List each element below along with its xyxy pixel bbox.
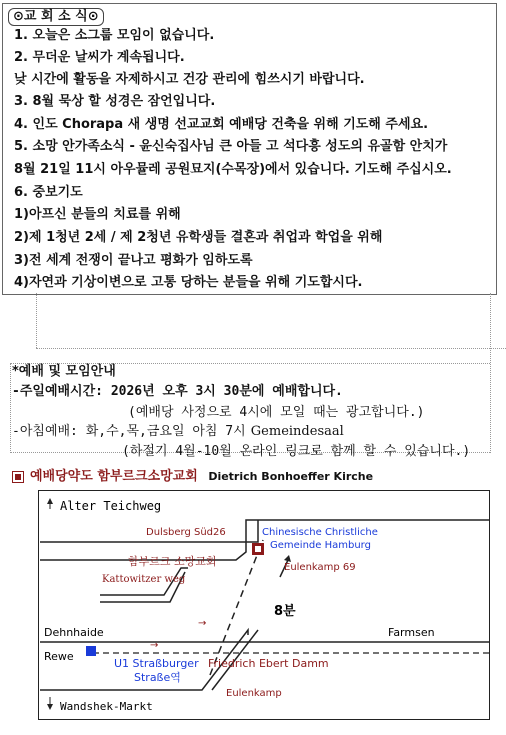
news-item: 4. 인도 Chorapa 새 생명 선교교회 예배당 건축을 위해 기도해 주세요. xyxy=(14,117,429,132)
label-eulenkamp-69: Eulenkamp 69 xyxy=(284,562,356,573)
news-item: 2. 무더운 날씨가 계속됩니다. xyxy=(14,50,185,65)
map-title-korean: 예배당약도 함부르크소망교회 xyxy=(30,469,198,484)
morning-service xyxy=(12,420,344,439)
dotted-divider xyxy=(490,293,491,453)
map-title-german: Dietrich Bonhoeffer Kirche xyxy=(208,470,374,483)
service-heading: *예배 및 모임안내 xyxy=(12,364,116,379)
label-friedrich: Friedrich Ebert Damm xyxy=(208,657,329,670)
label-eight-min: 8분 xyxy=(274,604,296,619)
label-dulsberg: Dulsberg Süd26 xyxy=(146,527,226,538)
label-rewe: Rewe xyxy=(44,650,74,663)
svg-text:→: → xyxy=(150,640,159,651)
label-dehnhaide: Dehnhaide xyxy=(44,626,104,639)
label-wandsbek: Wandshek-Markt xyxy=(60,700,153,713)
news-item: 4)자연과 기상이변으로 고통 당하는 분들을 위해 기도합시다. xyxy=(14,275,363,290)
label-u1-1: U1 Straßburger xyxy=(114,657,199,670)
label-kattowitzer: Kattowitzer weg xyxy=(102,574,186,585)
news-item: 1)아프신 분들의 치료를 위해 xyxy=(14,207,181,222)
church-news-title: ⊙교 회 소 식⊙ xyxy=(8,8,104,26)
road-alter-teichweg xyxy=(40,520,490,560)
news-item: 5. 소망 안가족소식 - 윤신숙집사님 큰 아들 고 석다흥 성도의 유골함 안치가 xyxy=(14,139,448,154)
sunday-service-note: (예배당 사정으로 4시에 모일 때는 광고합니다.) xyxy=(128,405,425,420)
dotted-divider xyxy=(36,293,37,348)
morning-service-place: Gemeindesaal xyxy=(250,424,344,439)
morning-service-time: -아침예배: 화,수,목,금요일 아침 7시 xyxy=(12,424,246,439)
dotted-divider xyxy=(10,363,11,453)
news-item: 6. 중보기도 xyxy=(14,185,83,200)
label-u1-2: Straße역 xyxy=(134,671,181,684)
sunday-service: -주일예배시간: 2026년 오후 3시 30분에 예배합니다. xyxy=(12,384,343,399)
label-chinese-church-2: Gemeinde Hamburg xyxy=(270,540,371,551)
rewe-marker xyxy=(86,646,96,656)
morning-service-note: (하절기 4월-10월 온라인 링크로 함께 할 수 있습니다.) xyxy=(122,444,471,459)
news-item: 낮 시간에 활동을 자제하시고 건강 관리에 힘쓰시기 바랍니다. xyxy=(14,72,365,87)
map-title xyxy=(12,465,373,484)
label-farmsen: Farmsen xyxy=(388,626,435,639)
label-eulenkamp: Eulenkamp xyxy=(226,688,282,699)
svg-text:→: → xyxy=(198,618,207,629)
label-chinese-church-1: Chinesische Christliche xyxy=(262,527,378,538)
church-map xyxy=(38,490,490,720)
news-item: 1. 오늘은 소그룹 모임이 없습니다. xyxy=(14,28,215,43)
news-item: 8월 21일 11시 아우뮬레 공원묘지(수목장)에서 있습니다. 기도해 주십시오. xyxy=(14,162,452,177)
news-item: 2)제 1청년 2세 / 제 2청년 유학생들 결혼과 취업과 학업을 위해 xyxy=(14,230,383,245)
dotted-divider xyxy=(36,348,506,349)
square-icon xyxy=(12,471,24,483)
news-item: 3. 8월 묵상 할 성경은 잠언입니다. xyxy=(14,94,216,109)
label-alter-teichweg: Alter Teichweg xyxy=(60,499,162,513)
news-item: 3)전 세계 전쟁이 끝나고 평화가 임하도록 xyxy=(14,253,253,268)
label-church-kr: 함부르크 소망교회 xyxy=(128,555,217,568)
